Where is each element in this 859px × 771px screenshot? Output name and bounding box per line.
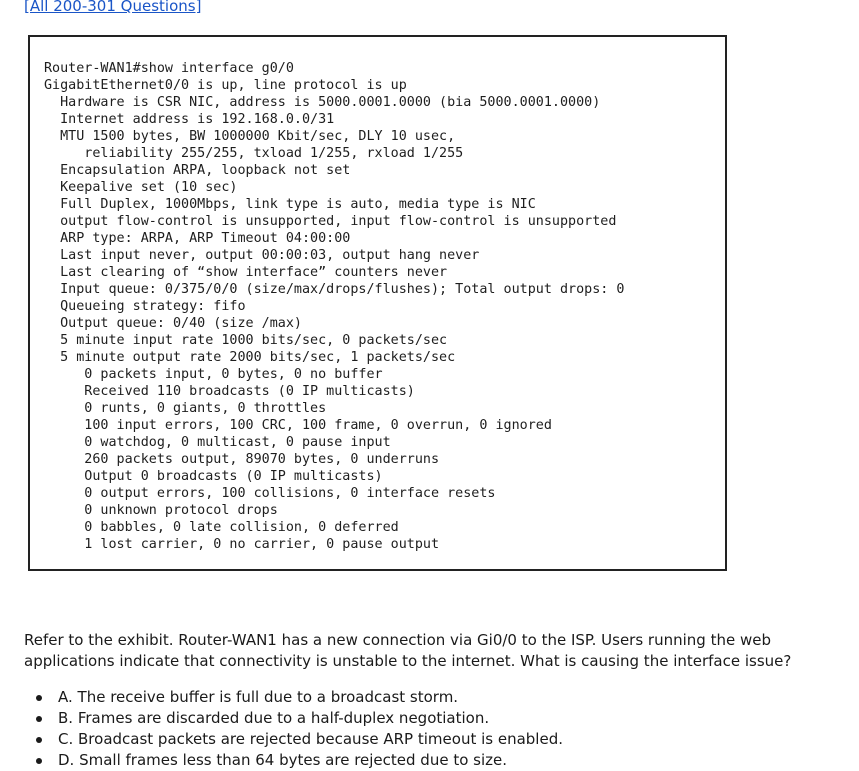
cli-line: Output queue: 0/40 (size /max) [44, 316, 302, 331]
cli-line: 0 output errors, 100 collisions, 0 interface resets [44, 486, 496, 501]
cli-line: Hardware is CSR NIC, address is 5000.0001.0000 (bia 5000.0001.0000) [44, 95, 601, 110]
bullet-icon [36, 716, 42, 722]
cli-line: 0 watchdog, 0 multicast, 0 pause input [44, 435, 391, 450]
cli-line: 0 runts, 0 giants, 0 throttles [44, 401, 327, 416]
cli-line: Received 110 broadcasts (0 IP multicasts) [44, 384, 415, 399]
cli-line: Router-WAN1#show interface g0/0 [44, 61, 294, 76]
cli-line: Last clearing of “show interface” counters never [44, 265, 448, 280]
cli-line: reliability 255/255, txload 1/255, rxload 1/255 [44, 146, 464, 161]
cli-line: 0 packets input, 0 bytes, 0 no buffer [44, 367, 383, 382]
cli-line: 5 minute input rate 1000 bits/sec, 0 packets/sec [44, 333, 448, 348]
cli-line: 100 input errors, 100 CRC, 100 frame, 0 overrun, 0 ignored [44, 418, 552, 433]
answer-label: B. Frames are discarded due to a half-duplex negotiation. [58, 709, 490, 727]
cli-output [44, 60, 624, 553]
cli-line: GigabitEthernet0/0 is up, line protocol is up [44, 78, 407, 93]
cli-line: 260 packets output, 89070 bytes, 0 underruns [44, 452, 440, 467]
bullet-icon [36, 737, 42, 743]
exhibit-box [28, 35, 727, 571]
question-text: Refer to the exhibit. Router-WAN1 has a new connection via Gi0/0 to the ISP. Users running the web applications indicate that connectivity is unstable to the internet. What is causing the interface issue? [24, 631, 792, 670]
cli-line: Queueing strategy: fifo [44, 299, 246, 314]
answer-option-a[interactable] [24, 687, 563, 708]
bullet-icon [36, 695, 42, 701]
cli-line: Internet address is 192.168.0.0/31 [44, 112, 335, 127]
cli-line: 5 minute output rate 2000 bits/sec, 1 packets/sec [44, 350, 456, 365]
answer-option-d[interactable] [24, 750, 563, 771]
answer-option-c[interactable] [24, 729, 563, 750]
cli-line: Full Duplex, 1000Mbps, link type is auto, media type is NIC [44, 197, 536, 212]
cli-line: Encapsulation ARPA, loopback not set [44, 163, 351, 178]
cli-line: 1 lost carrier, 0 no carrier, 0 pause output [44, 537, 440, 552]
cli-line: Keepalive set (10 sec) [44, 180, 238, 195]
cli-line: Input queue: 0/375/0/0 (size/max/drops/flushes); Total output drops: 0 [44, 282, 625, 297]
answer-label: A. The receive buffer is full due to a broadcast storm. [58, 688, 459, 706]
cli-line: ARP type: ARPA, ARP Timeout 04:00:00 [44, 231, 351, 246]
answer-label: D. Small frames less than 64 bytes are rejected due to size. [58, 751, 508, 769]
answer-label: C. Broadcast packets are rejected because ARP timeout is enabled. [58, 730, 563, 748]
answer-list [24, 687, 563, 771]
cli-line: Output 0 broadcasts (0 IP multicasts) [44, 469, 383, 484]
cli-line: 0 unknown protocol drops [44, 503, 278, 518]
cli-line: 0 babbles, 0 late collision, 0 deferred [44, 520, 399, 535]
cli-line: MTU 1500 bytes, BW 1000000 Kbit/sec, DLY 10 usec, [44, 129, 456, 144]
all-questions-link[interactable]: [All 200-301 Questions] [24, 0, 202, 15]
bullet-icon [36, 758, 42, 764]
cli-line: Last input never, output 00:00:03, output hang never [44, 248, 480, 263]
cli-line: output flow-control is unsupported, input flow-control is unsupported [44, 214, 617, 229]
answer-option-b[interactable] [24, 708, 563, 729]
